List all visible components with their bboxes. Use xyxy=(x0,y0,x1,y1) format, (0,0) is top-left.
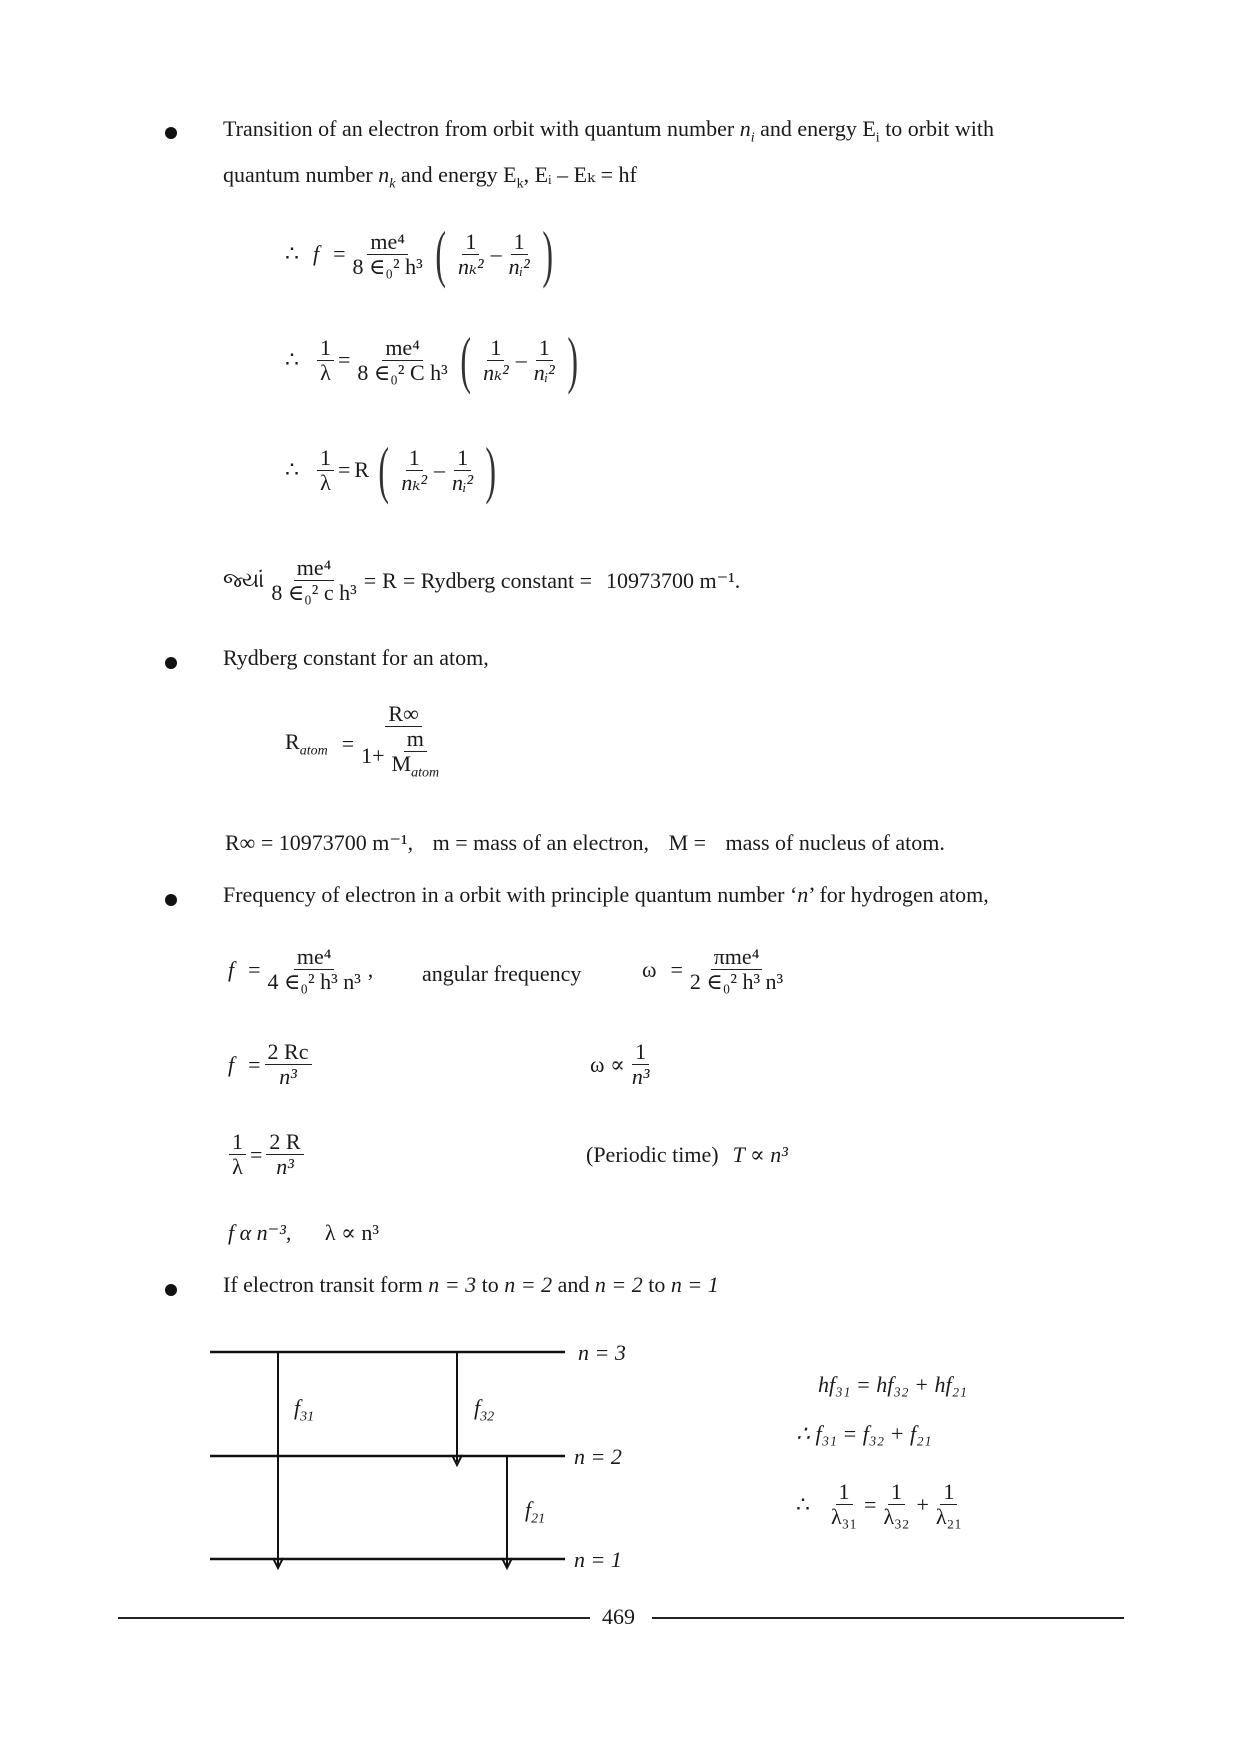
relation-hf: hf₃₁ = hf₃₂ + hf₂₁ xyxy=(818,1372,967,1397)
level-n1-label: n = 1 xyxy=(574,1547,622,1572)
proportionality-line: f α n⁻³, λ ∝ n³ xyxy=(228,1220,380,1245)
bullet-4-text: If electron transit form n = 3 to n = 2 and n = 2 to n = 1 xyxy=(223,1272,719,1297)
equation-r-atom: $R_{atom}$ = R∞ 1+ $\frac{m}{M_{atom}}$ xyxy=(285,702,453,785)
page-number: 469 xyxy=(602,1604,635,1629)
periodic-time: (Periodic time) T ∝ n³ xyxy=(586,1142,788,1167)
relation-f: ∴ f₃₁ = f₃₂ + f₂₁ xyxy=(796,1421,932,1446)
equation-inverse-wavelength: ∴ $\frac{1}{\lambda}$ = $\frac{\text{me⁴}}{\text{8 ∈₀² C h³}}$ ( $\frac{1}{\text{nₖ²}}$ – $\frac{1}{\text{nᵢ²}}$ ) xyxy=(285,324,578,395)
equation-frequency: ∴ f = $\frac{\text{me⁴}}{\text{8 ∈₀² h³}}$ ( $\frac{1}{\text{nₖ²}}$ – $\frac{1}{\text{nᵢ²}}$ ) xyxy=(285,222,558,286)
equation-omega-prop: ω ∝ $\frac{1}{\text{n³}}$ xyxy=(590,1039,650,1089)
ni-symbol: $n_i$ xyxy=(739,116,755,146)
label-f21: $f_{21}$ xyxy=(525,1497,546,1527)
ratom-fraction: R∞ 1+ $\frac{m}{M_{atom}}$ xyxy=(361,701,440,781)
bullet-1 xyxy=(165,127,177,139)
bullet-4 xyxy=(165,1284,177,1296)
bullet-1-line-1: Transition of an electron from orbit with quantum number $n_i$ and energy $E_i$ to orbit with xyxy=(223,116,994,146)
relation-lambda: ∴ $\frac{1}{\text{λ₃₁}}$ = $\frac{1}{\text{λ₃₂}}$ + $\frac{1}{\text{λ₂₁}}$ xyxy=(796,1479,962,1529)
equation-f-rc: f = $\frac{2 Rc}{\text{n³}}$ xyxy=(228,1040,316,1089)
eq2-fraction: $\frac{\text{me⁴}}{\text{8 ∈₀² C h³}}$ xyxy=(357,334,448,385)
eq1-fraction: $\frac{\text{me⁴}}{\text{8 ∈₀² h³}}$ xyxy=(352,228,423,279)
bullet-3-text: Frequency of electron in a orbit with principle quantum number ‘n’ for hydrogen atom, xyxy=(223,882,989,907)
footer-rule-left xyxy=(118,1617,590,1619)
Ei-symbol: $E_i$ xyxy=(862,116,880,146)
rydberg-value: 10973700 m⁻¹. xyxy=(605,567,741,593)
bullet-1-line-2: quantum number $n_k$ and energy $E_k$, Eᵢ – Eₖ = hf xyxy=(223,162,637,192)
bullet-2-text: Rydberg constant for an atom, xyxy=(223,645,489,670)
energy-equation: Eᵢ – Eₖ = hf xyxy=(534,162,637,187)
r-infinity-line: R∞ = 10973700 m⁻¹, m = mass of an electron, M = mass of nucleus of atom. xyxy=(225,830,945,855)
equation-f-orbit: f = $\frac{\text{me⁴}}{\text{4 ∈₀² h³ n³}}$ , xyxy=(228,944,374,994)
Ek-symbol: $E_k$ xyxy=(503,162,524,192)
label-f31: $f_{31}$ xyxy=(294,1395,315,1425)
footer-rule-right xyxy=(652,1617,1124,1619)
level-n2-label: n = 2 xyxy=(574,1444,622,1469)
angular-frequency-label: angular frequency xyxy=(422,961,582,986)
nk-symbol: $n_k$ xyxy=(378,162,396,192)
equation-omega: ω = $\frac{\text{πme⁴}}{\text{2 ∈₀² h³ n³}}$ xyxy=(642,944,784,994)
rydberg-definition: જ્યાં $\frac{\text{me⁴}}{\text{8 ∈₀² c h³}}$ = R = Rydberg constant = 10973700 m⁻¹. xyxy=(223,555,741,605)
label-f32: $f_{32}$ xyxy=(474,1395,495,1425)
equation-lambda: $\frac{1}{\lambda}$ = $\frac{2 R}{\text{n³}}$ xyxy=(225,1130,308,1179)
eq1-bracket: ( $\frac{1}{\text{nₖ²}}$ – $\frac{1}{\text{nᵢ²}}$ ) xyxy=(435,218,553,289)
level-n3-label: n = 3 xyxy=(578,1340,626,1365)
equation-rydberg: ∴ $\frac{1}{\lambda}$ = R ( $\frac{1}{\text{nₖ²}}$ – $\frac{1}{\text{nᵢ²}}$ ) xyxy=(285,434,497,505)
bullet-2 xyxy=(165,657,177,669)
bullet-3 xyxy=(165,894,177,906)
